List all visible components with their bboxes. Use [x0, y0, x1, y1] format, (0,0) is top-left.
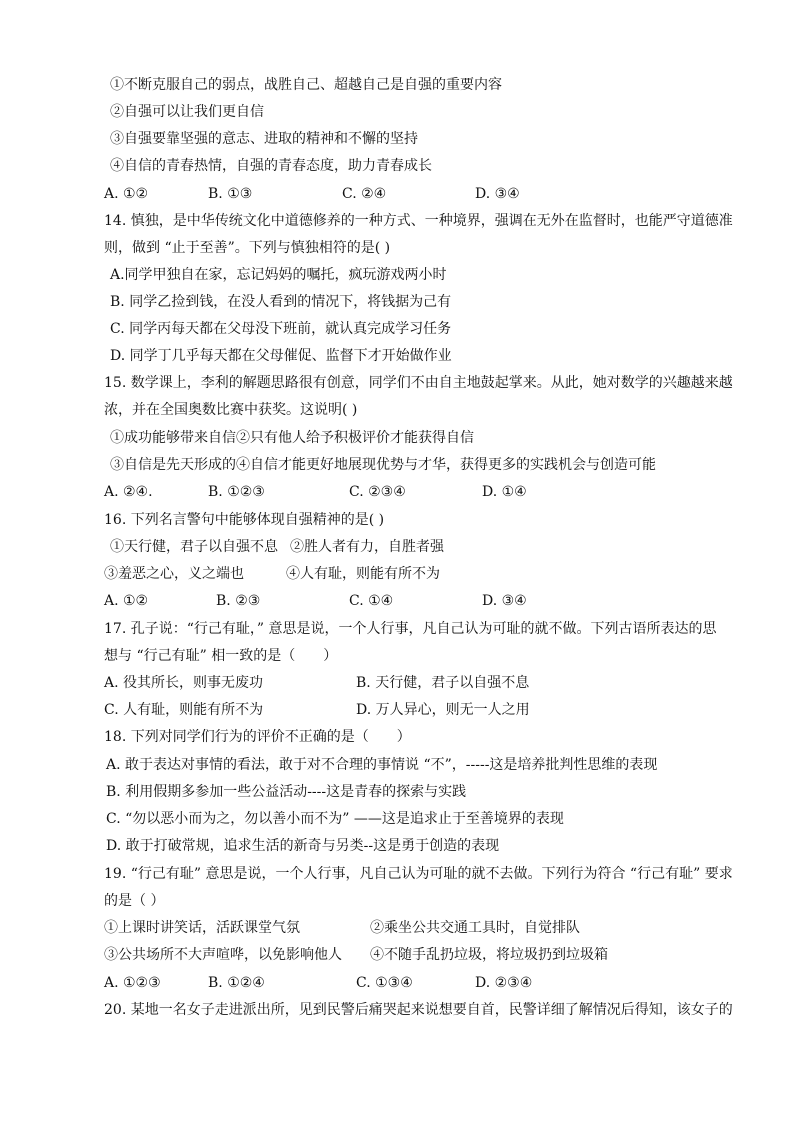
statement: ②乘坐公共交通工具时，自觉排队	[370, 920, 580, 936]
question-stem: 18. 下列对同学们行为的评价不正确的是（ ）	[104, 729, 411, 745]
option-a: A. 役其所长，则事无废功	[104, 675, 264, 691]
option-a: A. ①②	[104, 186, 149, 202]
option-b: B. ①③	[208, 186, 253, 202]
option-c: C. ①④	[349, 593, 394, 609]
question-stem: 19. “行己有耻” 意思是说，一个人行事，凡自己认为可耻的就不去做。下列行为符合 “行己有耻” 要求	[104, 866, 733, 882]
option-b: B. 同学乙捡到钱，在没人看到的情况下，将钱据为己有	[110, 294, 452, 310]
option-d: D. ①④	[482, 484, 527, 500]
option-b: B. ②③	[216, 593, 261, 609]
statement: ①不断克服自己的弱点，战胜自己、超越自己是自强的重要内容	[110, 77, 502, 93]
statement: ②自强可以让我们更自信	[110, 104, 264, 120]
option-b: B. ①②③	[208, 484, 265, 500]
option-c: C. ②④	[342, 186, 387, 202]
option-c: C. 同学丙每天都在父母没下班前，就认真完成学习任务	[110, 321, 452, 337]
option-a: A. ①②③	[104, 975, 161, 991]
option-a: A.同学甲独自在家，忘记妈妈的嘱托，疯玩游戏两小时	[110, 267, 447, 283]
question-stem: 16. 下列名言警句中能够体现自强精神的是( )	[104, 512, 385, 528]
option-d: D. 同学丁几乎每天都在父母催促、监督下才开始做作业	[110, 348, 452, 364]
statement: ②胜人者有力，自胜者强	[290, 539, 444, 555]
option-a: A. ②④.	[104, 484, 153, 500]
question-stem: 14. 慎独，是中华传统文化中道德修养的一种方式、一种境界，强调在无外在监督时，也能严守道德准	[104, 213, 733, 229]
option-c: C. “勿以恶小而为之，勿以善小而不为” ——这是追求止于至善境界的表现	[106, 811, 564, 827]
statement: ①上课时讲笑话，活跃课堂气氛	[104, 920, 300, 936]
question-stem: 想与 “行己有耻” 相一致的是（ ）	[104, 648, 338, 664]
statement: ④人有耻，则能有所不为	[286, 566, 440, 582]
option-d: D. ③④	[475, 186, 520, 202]
statement: ④自信的青春热情，自强的青春态度，助力青春成长	[110, 158, 432, 174]
option-b: B. 利用假期多参加一些公益活动----这是青春的探索与实践	[106, 784, 467, 800]
statement: ③公共场所不大声喧哗，以免影响他人	[104, 947, 342, 963]
question-stem: 的是（ ）	[104, 893, 165, 909]
option-c: C. ②③④	[349, 484, 406, 500]
statement: ④不随手乱扔垃圾，将垃圾扔到垃圾箱	[370, 947, 608, 963]
option-b: B. 天行健，君子以自强不息	[356, 675, 530, 691]
statement: ①成功能够带来自信②只有他人给予积极评价才能获得自信	[110, 430, 474, 446]
option-d: D. ③④	[482, 593, 527, 609]
option-b: B. ①②④	[208, 975, 265, 991]
question-stem: 15. 数学课上，李利的解题思路很有创意，同学们不由自主地鼓起掌来。从此，她对数学的兴趣越来越	[104, 375, 733, 391]
statement: ①天行健，君子以自强不息	[110, 539, 278, 555]
option-c: C. ①③④	[356, 975, 413, 991]
option-d: D. 敢于打破常规，追求生活的新奇与另类--这是勇于创造的表现	[106, 838, 500, 854]
statement: ③自强要靠坚强的意志、进取的精神和不懈的坚持	[110, 131, 418, 147]
question-stem: 17. 孔子说：“行己有耻，” 意思是说，一个人行事，凡自己认为可耻的就不做。下列古语所表达的思	[104, 621, 717, 637]
option-a: A. ①②	[104, 593, 149, 609]
question-stem: 浓，并在全国奥数比赛中获奖。这说明( )	[104, 402, 358, 418]
question-stem: 则，做到 “止于至善”。下列与慎独相符的是( )	[104, 240, 391, 256]
statement: ③自信是先天形成的④自信才能更好地展现优势与才华，获得更多的实践机会与创造可能	[110, 457, 656, 473]
option-d: D. 万人异心，则无一人之用	[356, 702, 530, 718]
option-c: C. 人有耻，则能有所不为	[104, 702, 264, 718]
option-d: D. ②③④	[475, 975, 533, 991]
question-stem: 20. 某地一名女子走进派出所，见到民警后痛哭起来说想要自首，民警详细了解情况后得知，该女子的	[104, 1002, 733, 1018]
statement: ③羞恶之心，义之端也	[104, 566, 244, 582]
option-a: A. 敢于表达对事情的看法，敢于对不合理的事情说 “不”，-----这是培养批判性思维的表现	[106, 757, 658, 773]
